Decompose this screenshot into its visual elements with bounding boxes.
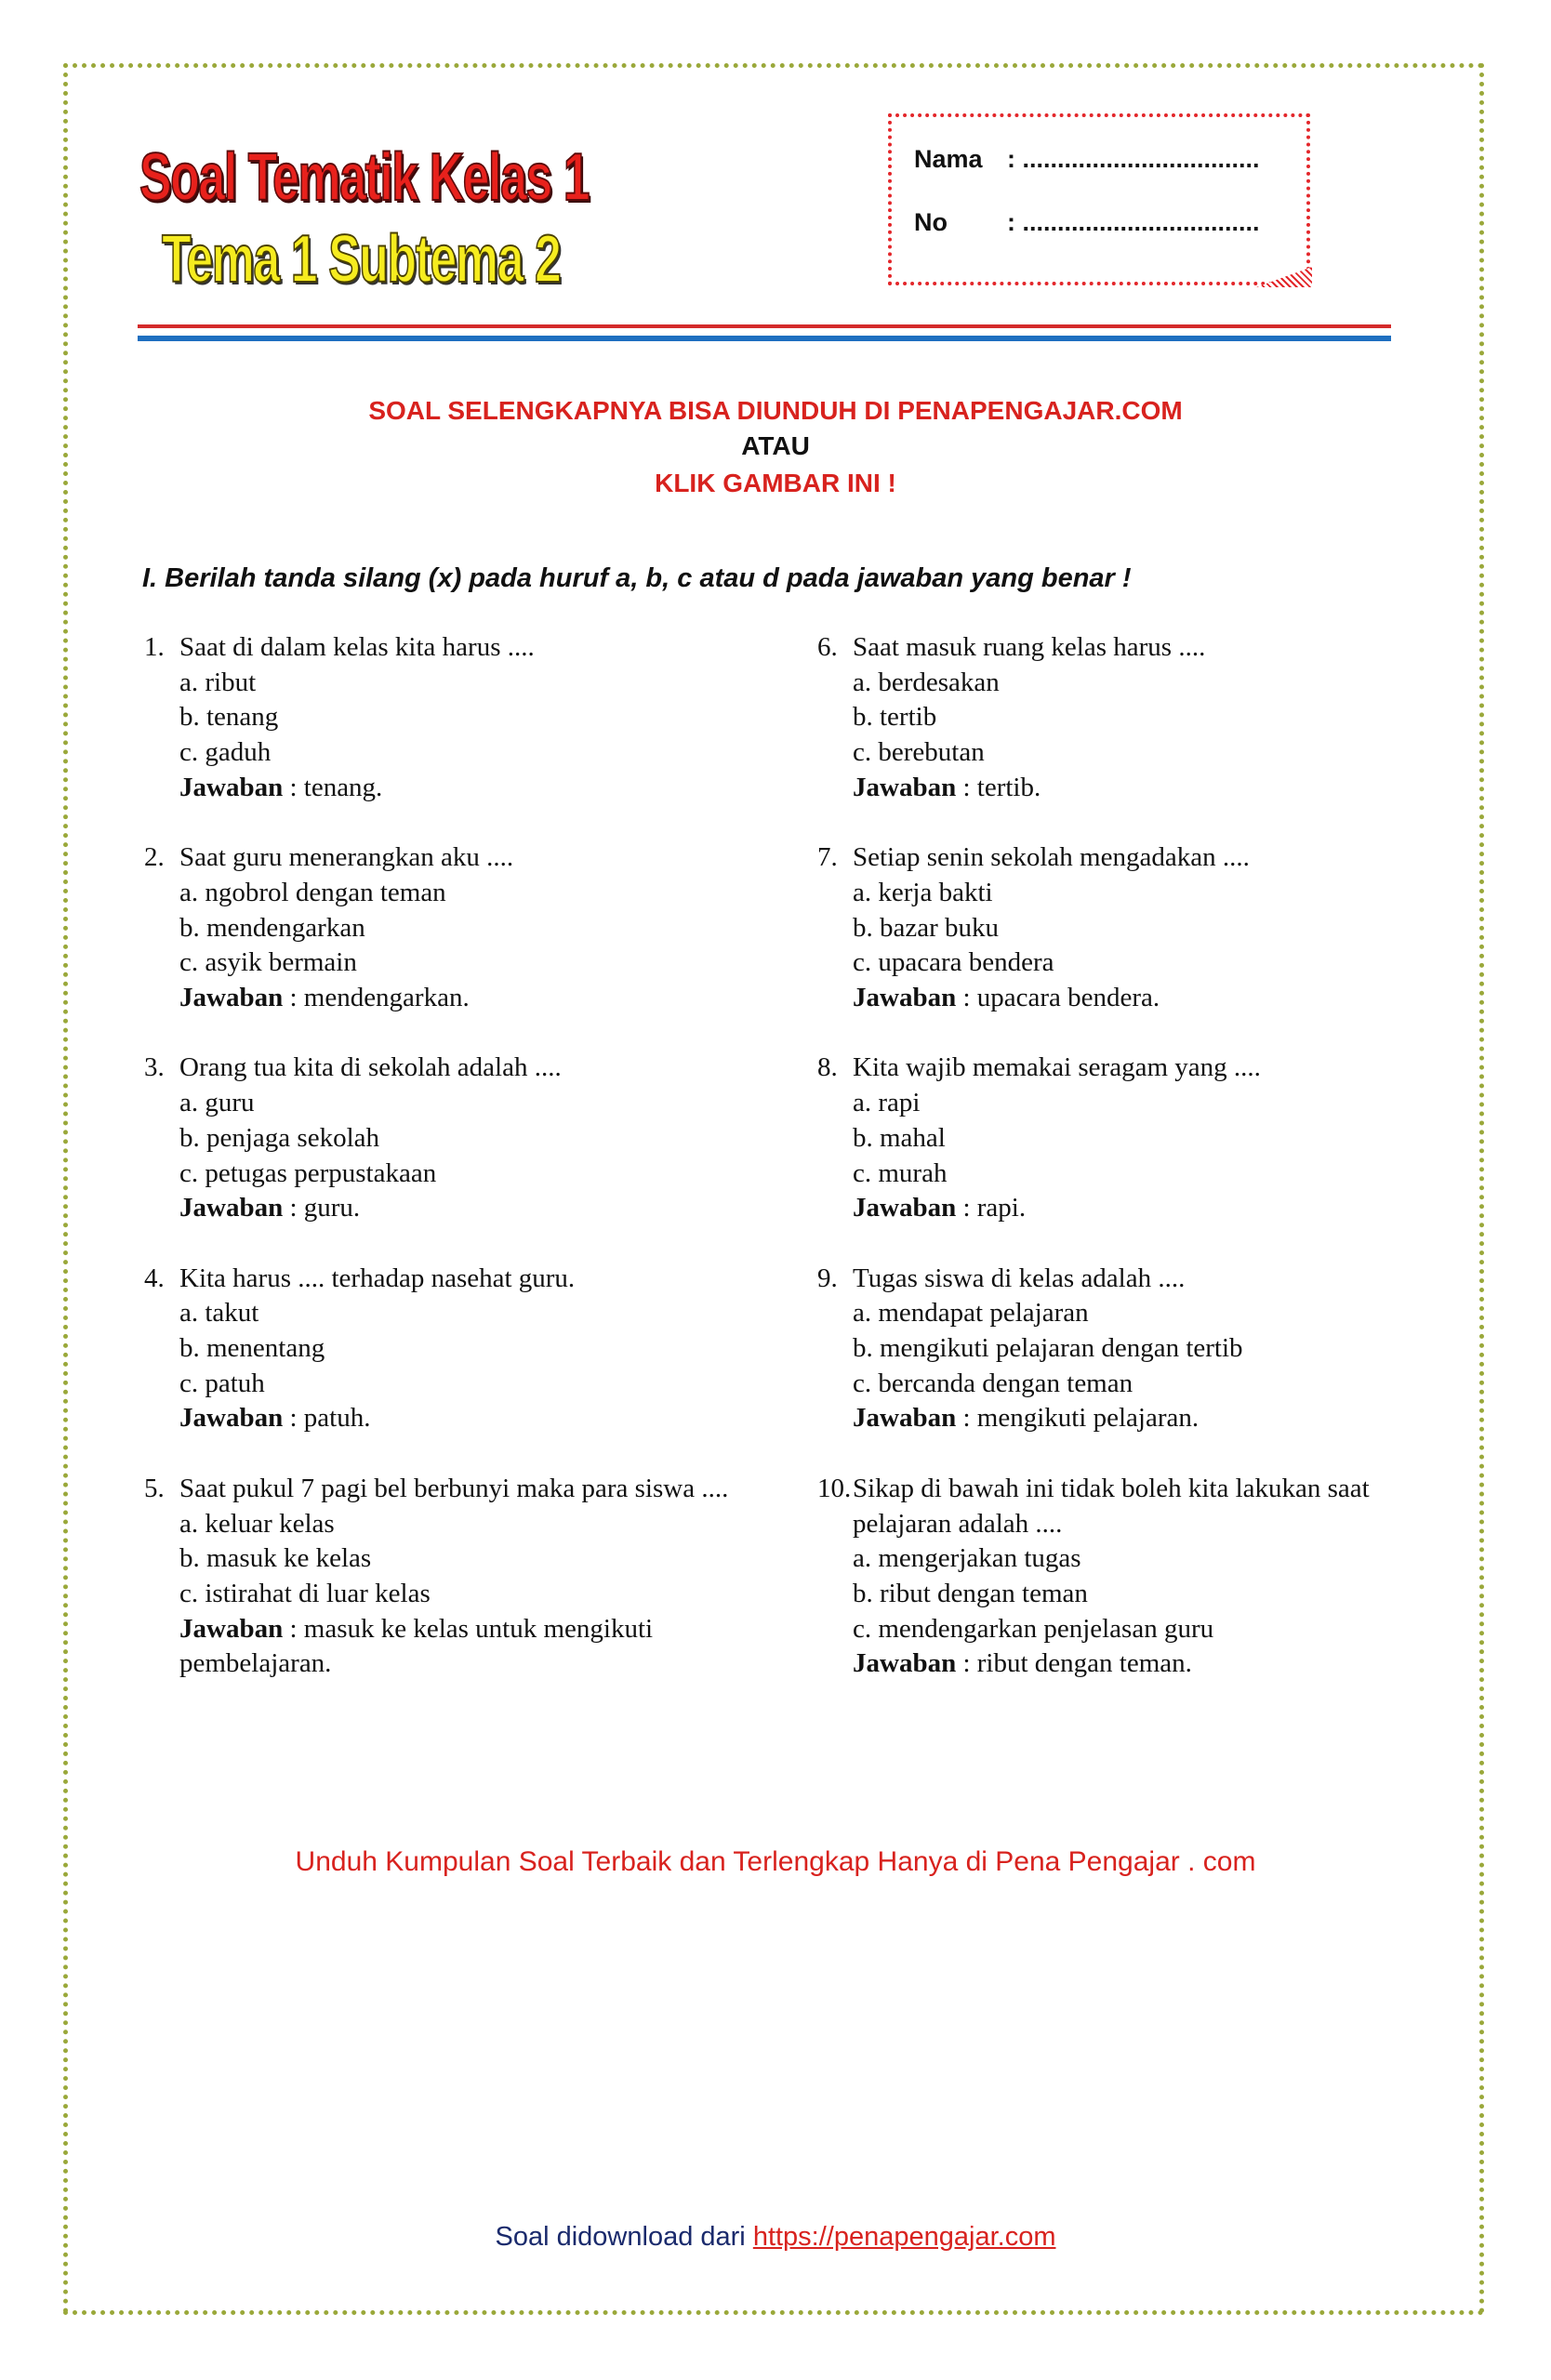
answer-label: Jawaban	[853, 772, 957, 802]
answer-text: : tertib.	[956, 772, 1041, 802]
question-text: Saat pukul 7 pagi bel berbunyi maka para siswa ....	[179, 1473, 729, 1503]
footer-source	[0, 2222, 1551, 2253]
answer-option[interactable]: b. tertib	[853, 702, 937, 733]
question-number: 9.	[817, 1263, 838, 1293]
question-number: 6.	[817, 632, 838, 662]
answer-option[interactable]: a. takut	[179, 1298, 259, 1329]
divider-blue	[138, 336, 1391, 341]
answer-option[interactable]: b. tenang	[179, 702, 279, 733]
answer-text: : ribut dengan teman.	[956, 1648, 1192, 1679]
question-item	[144, 630, 758, 806]
answer-option[interactable]: c. istirahat di luar kelas	[179, 1578, 431, 1608]
question-stem	[817, 840, 1412, 876]
answer-option[interactable]: b. masuk ke kelas	[179, 1543, 372, 1574]
question-text: Kita harus .... terhadap nasehat guru.	[179, 1263, 576, 1293]
question-number: 1.	[144, 632, 165, 662]
answer-option[interactable]: c. petugas perpustakaan	[179, 1157, 437, 1188]
answer-text: : patuh.	[283, 1403, 371, 1434]
answer-label: Jawaban	[853, 1193, 957, 1223]
answer-label: Jawaban	[179, 1613, 284, 1644]
name-label: Nama	[914, 145, 983, 173]
answer-option[interactable]: a. ribut	[179, 667, 257, 697]
question-text: Setiap senin sekolah mengadakan ....	[853, 842, 1250, 873]
answer-option[interactable]: b. mahal	[853, 1122, 946, 1153]
answer-option[interactable]: b. menentang	[179, 1333, 325, 1364]
question-stem	[144, 1051, 758, 1086]
no-row	[914, 208, 1260, 237]
answer-option[interactable]: a. mengerjakan tugas	[853, 1543, 1081, 1574]
answer-option[interactable]: b. bazar buku	[853, 912, 1000, 943]
footer-source-prefix: Soal didownload dari	[495, 2222, 753, 2252]
question-item	[817, 1472, 1412, 1682]
answer-text: : guru.	[283, 1193, 361, 1223]
answer-key	[144, 981, 758, 1016]
answer-label: Jawaban	[179, 1403, 284, 1434]
answer-key	[144, 1191, 758, 1226]
question-number: 4.	[144, 1263, 165, 1293]
question-stem	[144, 1472, 758, 1507]
divider-red	[138, 324, 1391, 328]
answer-option[interactable]: a. mendapat pelajaran	[853, 1298, 1089, 1329]
answer-label: Jawaban	[853, 1403, 957, 1434]
answer-option[interactable]: a. rapi	[853, 1088, 921, 1118]
answer-option[interactable]: a. kerja bakti	[853, 877, 993, 907]
no-field[interactable]: : ..................................	[1007, 208, 1260, 236]
question-text: Saat di dalam kelas kita harus ....	[179, 632, 535, 662]
question-text: Tugas siswa di kelas adalah ....	[853, 1263, 1186, 1293]
answer-key	[817, 1646, 1412, 1682]
question-stem	[144, 840, 758, 876]
answer-key	[817, 981, 1412, 1016]
answer-label: Jawaban	[853, 1648, 957, 1679]
question-item	[144, 840, 758, 1016]
answer-option[interactable]: a. guru	[179, 1088, 255, 1118]
question-stem	[817, 1262, 1412, 1297]
answer-option[interactable]: c. murah	[853, 1157, 948, 1188]
title-line-2: Tema 1 Subtema 2	[162, 222, 561, 297]
answer-label: Jawaban	[853, 983, 957, 1013]
answer-text: : upacara bendera.	[956, 983, 1160, 1013]
question-text: Saat guru menerangkan aku ....	[179, 842, 514, 873]
question-item	[144, 1472, 758, 1682]
name-row	[914, 145, 1260, 174]
answer-label: Jawaban	[179, 772, 284, 802]
answer-option[interactable]: b. penjaga sekolah	[179, 1122, 380, 1153]
answer-option[interactable]: c. mendengarkan penjelasan guru	[853, 1613, 1214, 1644]
question-item	[144, 1051, 758, 1226]
answer-option[interactable]: c. upacara bendera	[853, 947, 1054, 978]
footer-source-link[interactable]: https://penapengajar.com	[752, 2222, 1056, 2252]
questions-right-column	[817, 630, 1412, 1717]
answer-label: Jawaban	[179, 1193, 284, 1223]
answer-option[interactable]: b. ribut dengan teman	[853, 1578, 1088, 1608]
answer-option[interactable]: c. gaduh	[179, 737, 272, 768]
notice-line-1[interactable]: SOAL SELENGKAPNYA BISA DIUNDUH DI PENAPENGAJAR.COM	[368, 396, 1183, 425]
question-text: Sikap di bawah ini tidak boleh kita lakukan saat pelajaran adalah ....	[853, 1473, 1370, 1539]
answer-option[interactable]: a. ngobrol dengan teman	[179, 877, 446, 907]
question-stem	[144, 1262, 758, 1297]
no-label: No	[914, 208, 948, 236]
name-box	[888, 113, 1310, 285]
title-line-1: Soal Tematik Kelas 1	[139, 140, 590, 215]
question-number: 3.	[144, 1052, 165, 1083]
question-text: Kita wajib memakai seragam yang ....	[853, 1052, 1261, 1083]
notice-line-3[interactable]: KLIK GAMBAR INI !	[655, 469, 896, 497]
question-stem	[817, 1051, 1412, 1086]
answer-text: : tenang.	[283, 772, 383, 802]
page-curl-decoration	[1256, 267, 1312, 287]
answer-option[interactable]: c. berebutan	[853, 737, 985, 768]
question-number: 10.	[817, 1473, 852, 1503]
footer-promo: Unduh Kumpulan Soal Terbaik dan Terlengkap Hanya di Pena Pengajar . com	[295, 1846, 1256, 1877]
answer-text: : mengikuti pelajaran.	[956, 1403, 1200, 1434]
question-text: Orang tua kita di sekolah adalah ....	[179, 1052, 562, 1083]
answer-text: : rapi.	[956, 1193, 1027, 1223]
instruction: I. Berilah tanda silang (x) pada huruf a, b, c atau d pada jawaban yang benar !	[142, 563, 1132, 593]
questions-left-column	[144, 630, 758, 1717]
answer-key	[817, 1191, 1412, 1226]
answer-option[interactable]: b. mendengarkan	[179, 912, 365, 943]
question-item	[817, 630, 1412, 806]
answer-key	[817, 1401, 1412, 1436]
answer-option[interactable]: c. bercanda dengan teman	[853, 1368, 1133, 1398]
notice-line-2: ATAU	[741, 431, 810, 460]
question-number: 7.	[817, 842, 838, 873]
answer-option[interactable]: c. patuh	[179, 1368, 265, 1398]
answer-label: Jawaban	[179, 983, 284, 1013]
question-stem	[144, 630, 758, 666]
question-item	[144, 1262, 758, 1437]
name-field[interactable]: : ..................................	[1007, 145, 1260, 173]
answer-option[interactable]: b. mengikuti pelajaran dengan tertib	[853, 1333, 1243, 1364]
question-item	[817, 1051, 1412, 1226]
question-number: 5.	[144, 1473, 165, 1503]
answer-key	[817, 771, 1412, 806]
answer-option[interactable]: a. berdesakan	[853, 667, 1000, 697]
answer-text: : masuk ke kelas untuk mengikuti pembelajaran.	[179, 1613, 654, 1679]
question-stem	[817, 1472, 1412, 1541]
answer-text: : mendengarkan.	[283, 983, 470, 1013]
answer-key	[144, 771, 758, 806]
answer-option[interactable]: a. keluar kelas	[179, 1508, 335, 1539]
answer-key	[144, 1401, 758, 1436]
question-item	[817, 840, 1412, 1016]
question-item	[817, 1262, 1412, 1437]
question-number: 8.	[817, 1052, 838, 1083]
question-number: 2.	[144, 842, 165, 873]
question-text: Saat masuk ruang kelas harus ....	[853, 632, 1206, 662]
answer-key	[144, 1612, 758, 1682]
question-stem	[817, 630, 1412, 666]
answer-option[interactable]: c. asyik bermain	[179, 947, 357, 978]
